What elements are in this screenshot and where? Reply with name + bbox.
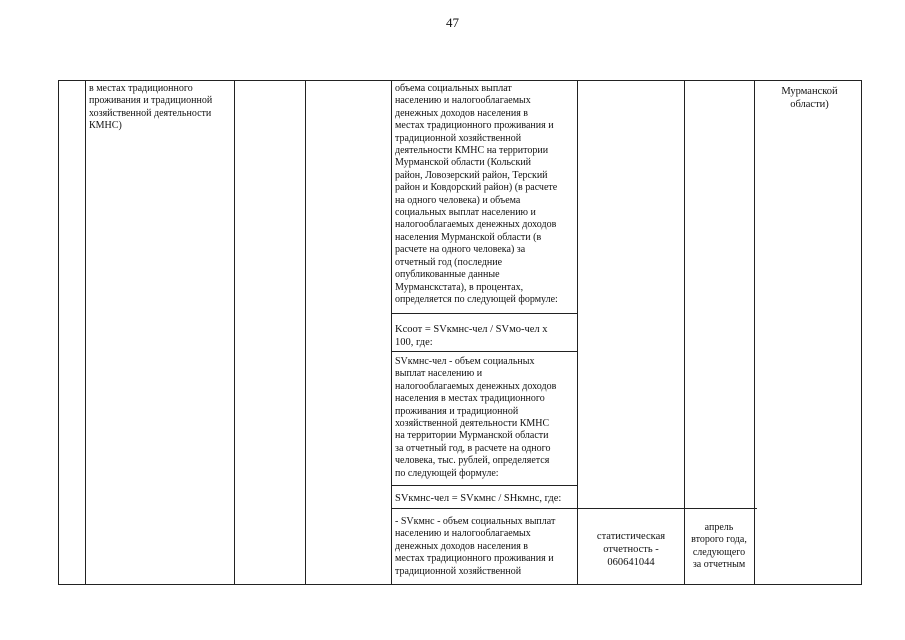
- responsible-region: Мурманской области): [781, 86, 838, 110]
- indicator-table: [58, 80, 862, 585]
- column-divider: [305, 81, 306, 584]
- row-divider: [391, 351, 577, 352]
- description-text: объема социальных выплат населению и налогооблагаемых денежных доходов населения в местах традиционного проживания и традиционной хозяйственной деятельности КМНС на территории Мурманской области (Кольский район, Ловозерский район, Терский район и Ковдорский район) (в расчете на одного человека) и объема социальных выплат населению и налогооблагаемых денежных доходов населения Мурманской области (в расчете на одного человека) за отчетный год (последние опубликованные данные Мурманскстата), в процентах, определяется по следующей формуле:: [395, 83, 558, 305]
- page-number: 47: [446, 15, 459, 30]
- reporting-deadline: апрель второго года, следующего за отчетным: [691, 522, 747, 571]
- definition-sv-total: - SVкмнс - объем социальных выплат населению и налогооблагаемых денежных доходов населения в местах традиционного проживания и традиционной хозяйственной: [395, 516, 556, 577]
- column-divider: [234, 81, 235, 584]
- definition-sv-per-capita: SVкмнс-чел - объем социальных выплат населению и налогооблагаемых денежных доходов населения в местах традиционного проживания и традиционной хозяйственной деятельности КМНС на территории Мурманской области за отчетный год, в расчете на одного человека, тыс. рублей, определяется по следующей формуле:: [395, 356, 557, 479]
- row-divider: [391, 508, 757, 509]
- territory-label: в местах традиционного проживания и традиционной хозяйственной деятельности КМНС): [89, 83, 213, 132]
- row-divider: [391, 313, 577, 314]
- formula-coefficient: Kсоот = SVкмнс-чел / SVмо-чел x 100, где:: [395, 324, 548, 348]
- data-source: статистическая отчетность - 060641044: [596, 531, 666, 568]
- column-divider: [85, 81, 86, 584]
- formula-sv-per-capita: SVкмнс-чел = SVкмнс / SHкмнс, где:: [395, 493, 562, 504]
- row-divider: [391, 485, 577, 486]
